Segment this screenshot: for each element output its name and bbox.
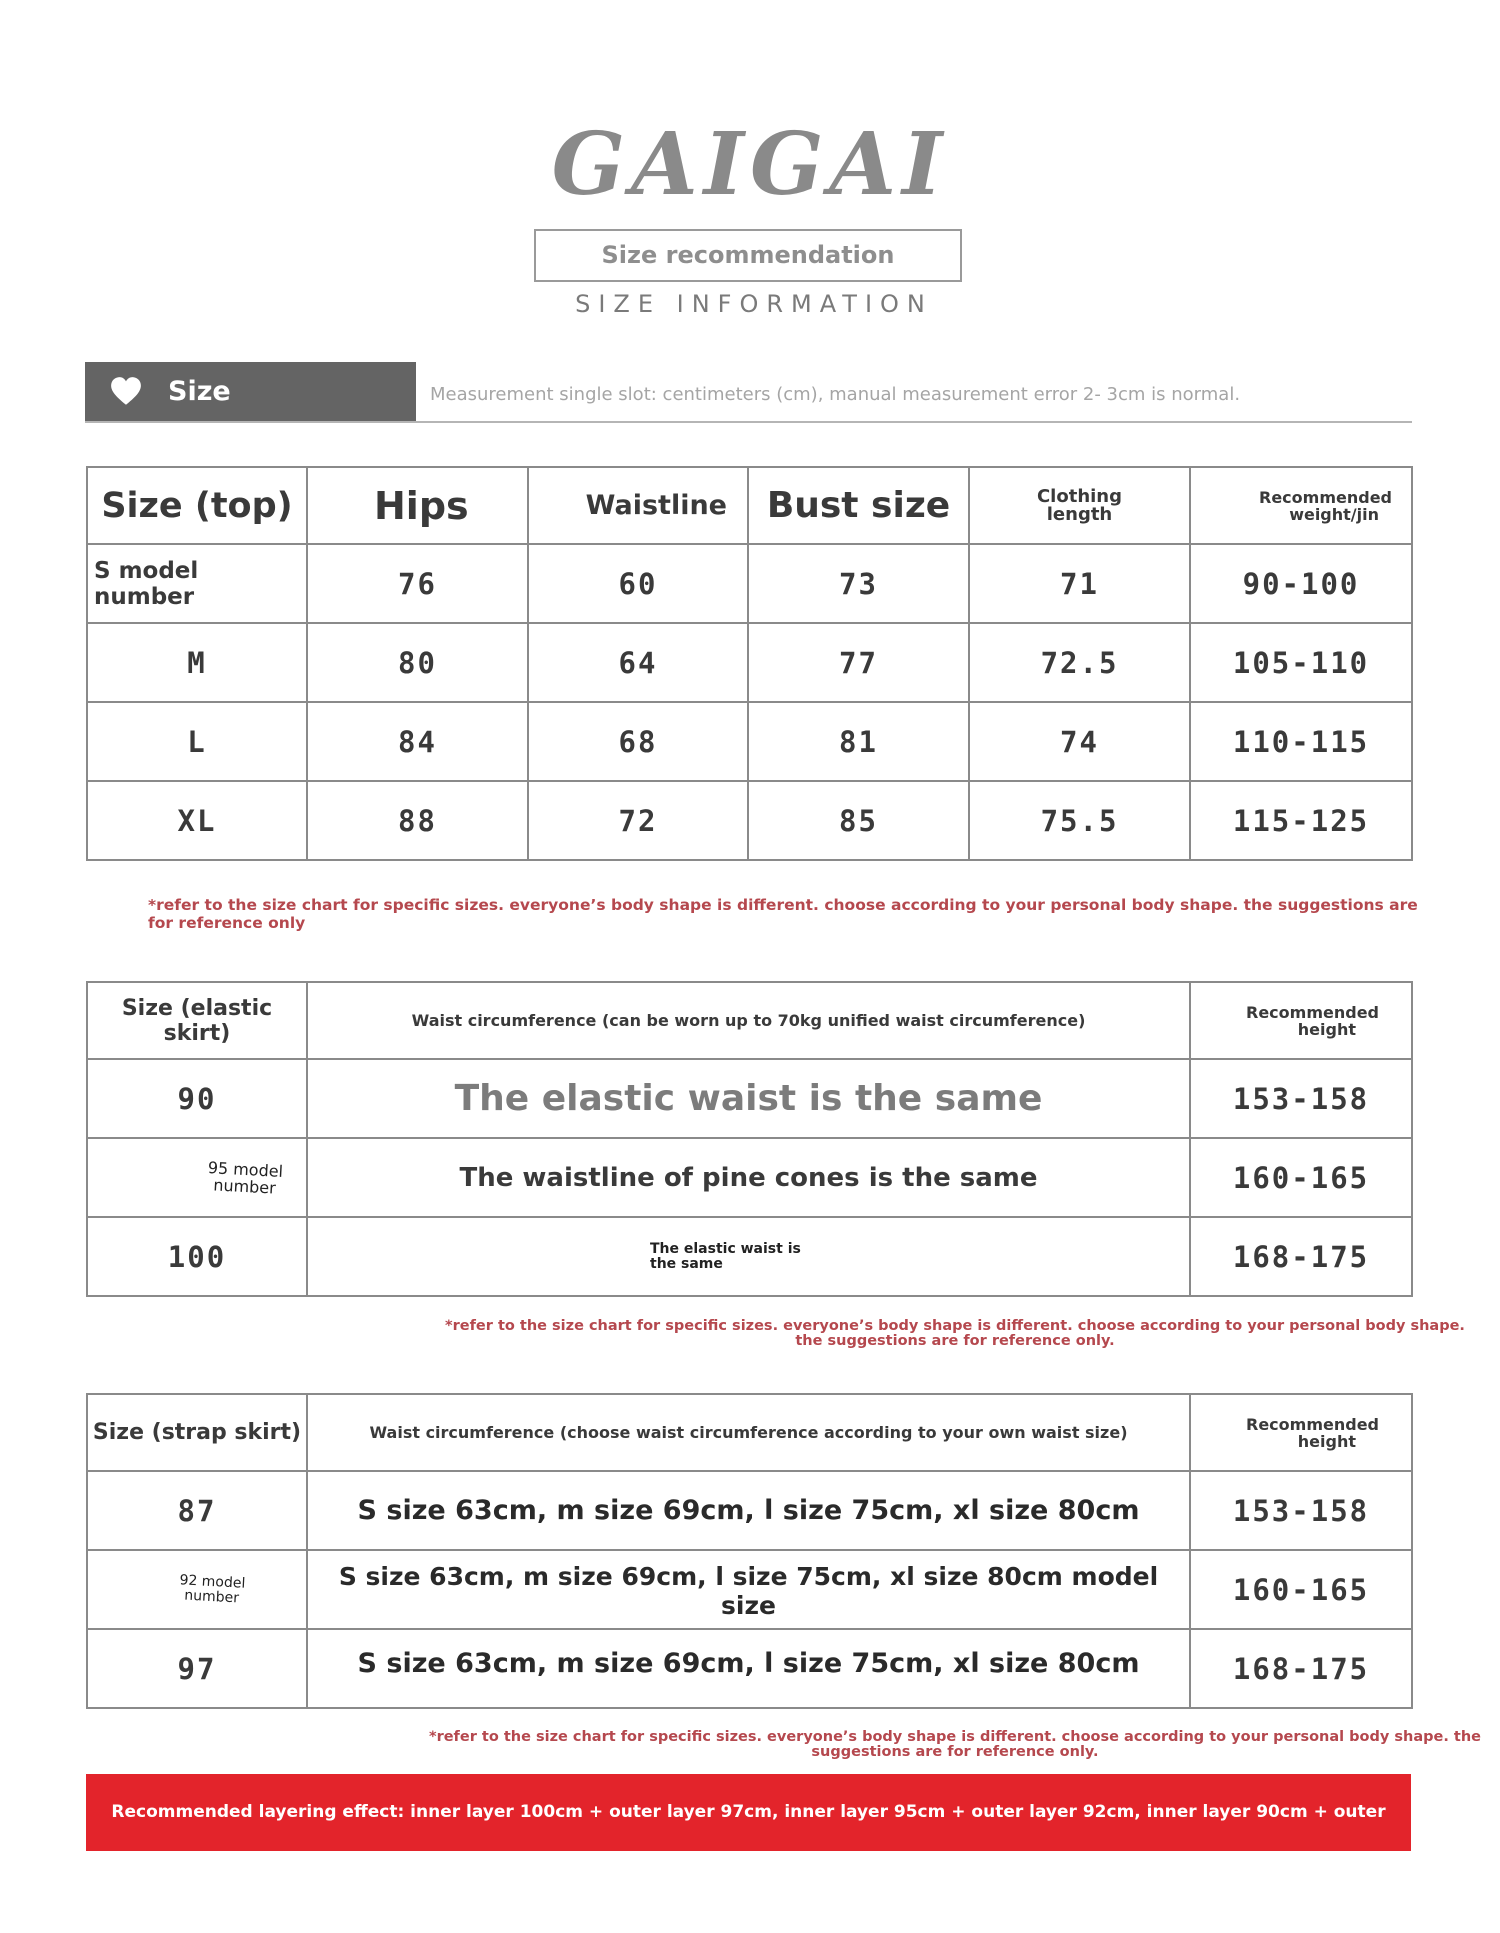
- cell-waistline: 64: [528, 623, 748, 702]
- row-size-label: 90: [87, 1059, 307, 1138]
- header-waist-circumference: Waist circumference (can be worn up to 70kg unified waist circumference): [307, 982, 1190, 1059]
- header-waist-circumference: Waist circumference (choose waist circumference according to your own waist size): [307, 1394, 1190, 1471]
- cell-length: 72.5: [969, 623, 1190, 702]
- cell-waistline: 68: [528, 702, 748, 781]
- layering-banner: Recommended layering effect: inner layer 100cm + outer layer 97cm, inner layer 95cm + outer layer 92cm, inner layer 90cm + outer layer 87cm: [86, 1774, 1411, 1851]
- cell-weight: 90-100: [1190, 544, 1412, 623]
- cell-weight: 115-125: [1190, 781, 1412, 860]
- row-size-label: 95 model number: [207, 1157, 284, 1198]
- row-size-label: 97: [87, 1629, 307, 1708]
- header-recommended-height: [1190, 982, 1412, 1059]
- cell-bust: 73: [748, 544, 969, 623]
- recommended-weight-text: Recommended weight/jin: [1259, 487, 1392, 524]
- cell-waist-sizes: S size 63cm, m size 69cm, l size 75cm, xl size 80cm model size: [307, 1550, 1190, 1629]
- cell-bust: 81: [748, 702, 969, 781]
- table-row: [87, 1471, 1412, 1550]
- cell-waistline: 60: [528, 544, 748, 623]
- table-header-row: [87, 467, 1412, 544]
- cell-height: 168-175: [1190, 1629, 1412, 1708]
- cell-height: 168-175: [1190, 1217, 1412, 1296]
- cell-weight: 110-115: [1190, 702, 1412, 781]
- recommended-height-text: Recommended height: [1246, 1002, 1379, 1039]
- cell-waistline: 72: [528, 781, 748, 860]
- cell-bust: 85: [748, 781, 969, 860]
- table-header-row: [87, 982, 1412, 1059]
- top-size-table: [86, 466, 1413, 861]
- top-table-note: *refer to the size chart for specific sizes. everyone’s body shape is different. choose according to your personal body shape. the suggestions are for reference only: [148, 896, 1418, 932]
- size-information-label: Size information: [168, 376, 347, 467]
- header-size-top: Size (top): [87, 467, 307, 544]
- cell-waist-description: The waistline of pine cones is the same: [307, 1138, 1190, 1217]
- cell-waist-sizes: S size 63cm, m size 69cm, l size 75cm, xl size 80cm: [307, 1471, 1190, 1550]
- clothing-length-text: Clothing length: [1036, 485, 1123, 525]
- row-size-label: M: [87, 623, 307, 702]
- header-hips: Hips: [307, 467, 528, 544]
- cell-waist-description: The elastic waist is the same: [307, 1059, 1190, 1138]
- cell-waist-sizes: S size 63cm, m size 69cm, l size 75cm, xl size 80cm: [307, 1629, 1190, 1708]
- table-row: [87, 1059, 1412, 1138]
- row-size-label: 92 model number: [179, 1571, 246, 1606]
- cell-weight: 105-110: [1190, 623, 1412, 702]
- table-row: [87, 1629, 1412, 1708]
- header-size-strap: Size (strap skirt): [87, 1394, 307, 1471]
- row-size-label-cell: [87, 1550, 307, 1629]
- table-row: [87, 1550, 1412, 1629]
- row-size-label: 100: [87, 1217, 307, 1296]
- cell-length: 71: [969, 544, 1190, 623]
- cell-length: 75.5: [969, 781, 1190, 860]
- table-header-row: [87, 1394, 1412, 1471]
- header-recommended-weight: [1190, 467, 1412, 544]
- row-size-label-cell: [87, 1138, 307, 1217]
- measurement-note: Measurement single slot: centimeters (cm), manual measurement error 2- 3cm is normal.: [430, 384, 1241, 405]
- cell-waist-description-cell: [307, 1217, 1190, 1296]
- elastic-skirt-table: [86, 981, 1413, 1297]
- header-waistline: Waistline: [528, 467, 748, 544]
- cell-height: 153-158: [1190, 1059, 1412, 1138]
- row-size-label: L: [87, 702, 307, 781]
- size-information-tag: [85, 362, 416, 467]
- row-size-label: S model number: [87, 544, 307, 623]
- cell-length: 74: [969, 702, 1190, 781]
- table-row: [87, 1217, 1412, 1296]
- table-row: [87, 623, 1412, 702]
- table-row: [87, 702, 1412, 781]
- header-bust-size: Bust size: [748, 467, 969, 544]
- strap-table-note: *refer to the size chart for specific sizes. everyone’s body shape is different. choose according to your personal body shape. the suggestions are for reference only.: [428, 1729, 1481, 1760]
- cell-hips: 84: [307, 702, 528, 781]
- header-clothing-length: [969, 467, 1190, 544]
- brand-logo: GAIGAI: [551, 114, 949, 215]
- cell-waist-description: The elastic waist is the same: [650, 1240, 801, 1272]
- size-recommendation-box: Size recommendation: [534, 229, 962, 282]
- header-recommended-height: [1190, 1394, 1412, 1471]
- strap-skirt-table: [86, 1393, 1413, 1709]
- row-size-label: XL: [87, 781, 307, 860]
- table-row: [87, 544, 1412, 623]
- cell-hips: 88: [307, 781, 528, 860]
- table-row: [87, 781, 1412, 860]
- divider: [85, 421, 1412, 423]
- cell-hips: 76: [307, 544, 528, 623]
- elastic-table-note: *refer to the size chart for specific sizes. everyone’s body shape is different. choose according to your personal body shape. the suggestions are for reference only.: [445, 1318, 1465, 1349]
- cell-height: 160-165: [1190, 1138, 1412, 1217]
- header-size-elastic: Size (elastic skirt): [87, 982, 307, 1059]
- heart-icon: [109, 375, 143, 409]
- cell-height: 153-158: [1190, 1471, 1412, 1550]
- row-size-label: 87: [87, 1471, 307, 1550]
- cell-height: 160-165: [1190, 1550, 1412, 1629]
- recommended-height-text: Recommended height: [1246, 1414, 1379, 1451]
- cell-bust: 77: [748, 623, 969, 702]
- size-information-subtitle: SIZE INFORMATION: [575, 290, 933, 318]
- cell-hips: 80: [307, 623, 528, 702]
- table-row: [87, 1138, 1412, 1217]
